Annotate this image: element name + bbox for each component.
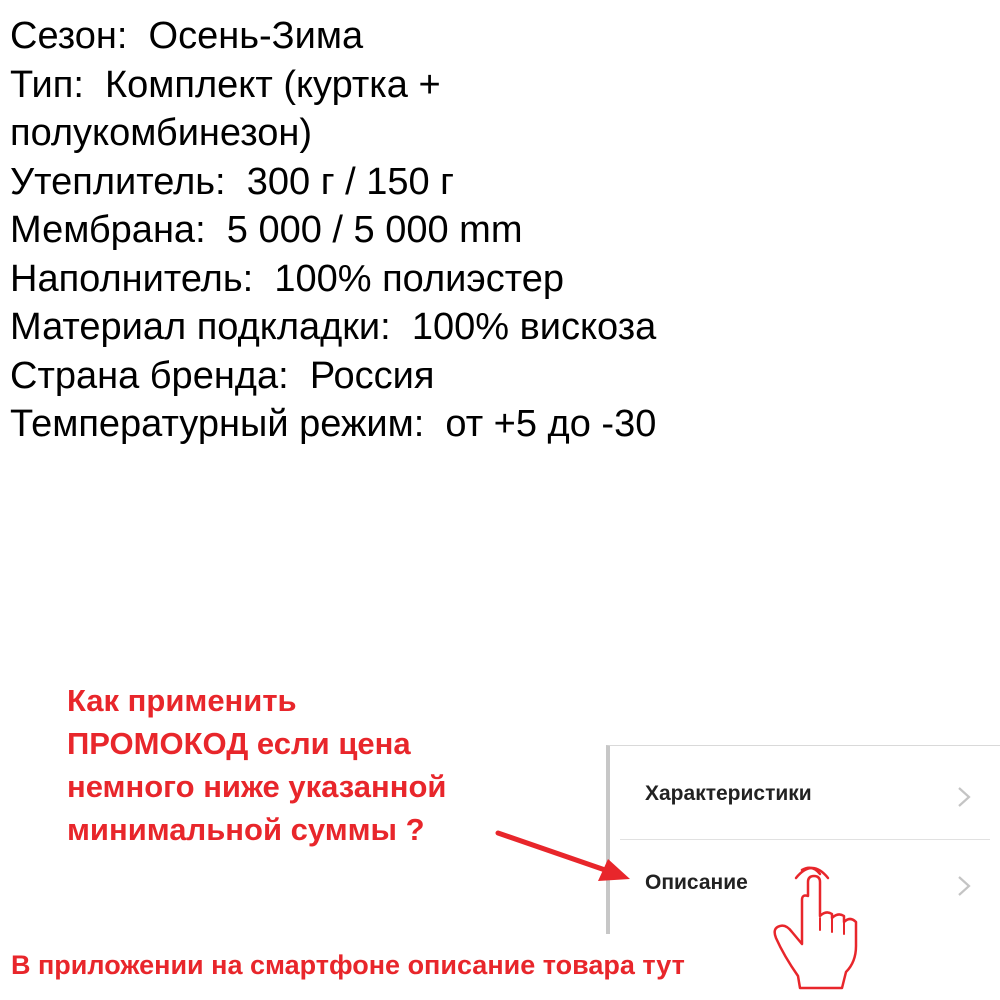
spec-row-type <box>10 61 530 158</box>
pointing-hand-icon <box>770 860 865 992</box>
spec-row-filling <box>10 255 970 304</box>
spec-value: Комплект (куртка + полукомбинезон) <box>10 63 452 154</box>
spec-label: Страна бренда: <box>10 354 289 397</box>
spec-row-membrane <box>10 206 970 255</box>
spec-value: 100% вискоза <box>411 306 657 348</box>
spec-label: Тип: <box>10 63 84 106</box>
spec-value: Россия <box>309 354 435 397</box>
chevron-right-icon <box>955 875 973 897</box>
spec-value: 100% полиэстер <box>274 257 565 300</box>
spec-row-season <box>10 12 970 61</box>
promo-line: ПРОМОКОД если цена <box>67 726 411 761</box>
menu-item-label: Характеристики <box>645 782 812 805</box>
chevron-right-icon <box>955 786 973 808</box>
spec-value: 5 000 / 5 000 mm <box>226 209 523 251</box>
spec-label: Наполнитель: <box>10 257 254 300</box>
menu-item-characteristics[interactable] <box>610 752 985 840</box>
spec-label: Сезон: <box>10 15 128 57</box>
spec-row-brand-country <box>10 352 970 401</box>
promo-instructions <box>67 679 547 851</box>
app-hint-note: В приложении на смартфоне описание товара тут <box>11 950 685 980</box>
spec-label: Температурный режим: <box>10 403 425 445</box>
spec-value: 300 г / 150 г <box>246 160 455 203</box>
spec-row-insulation <box>10 158 970 207</box>
red-arrow-icon <box>480 815 640 890</box>
spec-label: Мембрана: <box>10 209 206 251</box>
spec-row-lining <box>10 303 970 352</box>
menu-divider <box>620 839 990 840</box>
spec-value: Осень-Зима <box>148 15 364 57</box>
spec-value: от +5 до -30 <box>445 403 657 445</box>
menu-item-label: Описание <box>645 871 748 894</box>
promo-line: Как применить <box>67 683 297 718</box>
promo-line: немного ниже указанной <box>67 769 447 804</box>
spec-label: Материал подкладки: <box>10 306 391 348</box>
promo-line: минимальной суммы ? <box>67 812 425 847</box>
spec-row-temperature <box>10 400 970 449</box>
spec-label: Утеплитель: <box>10 160 226 203</box>
product-specs <box>10 12 970 449</box>
